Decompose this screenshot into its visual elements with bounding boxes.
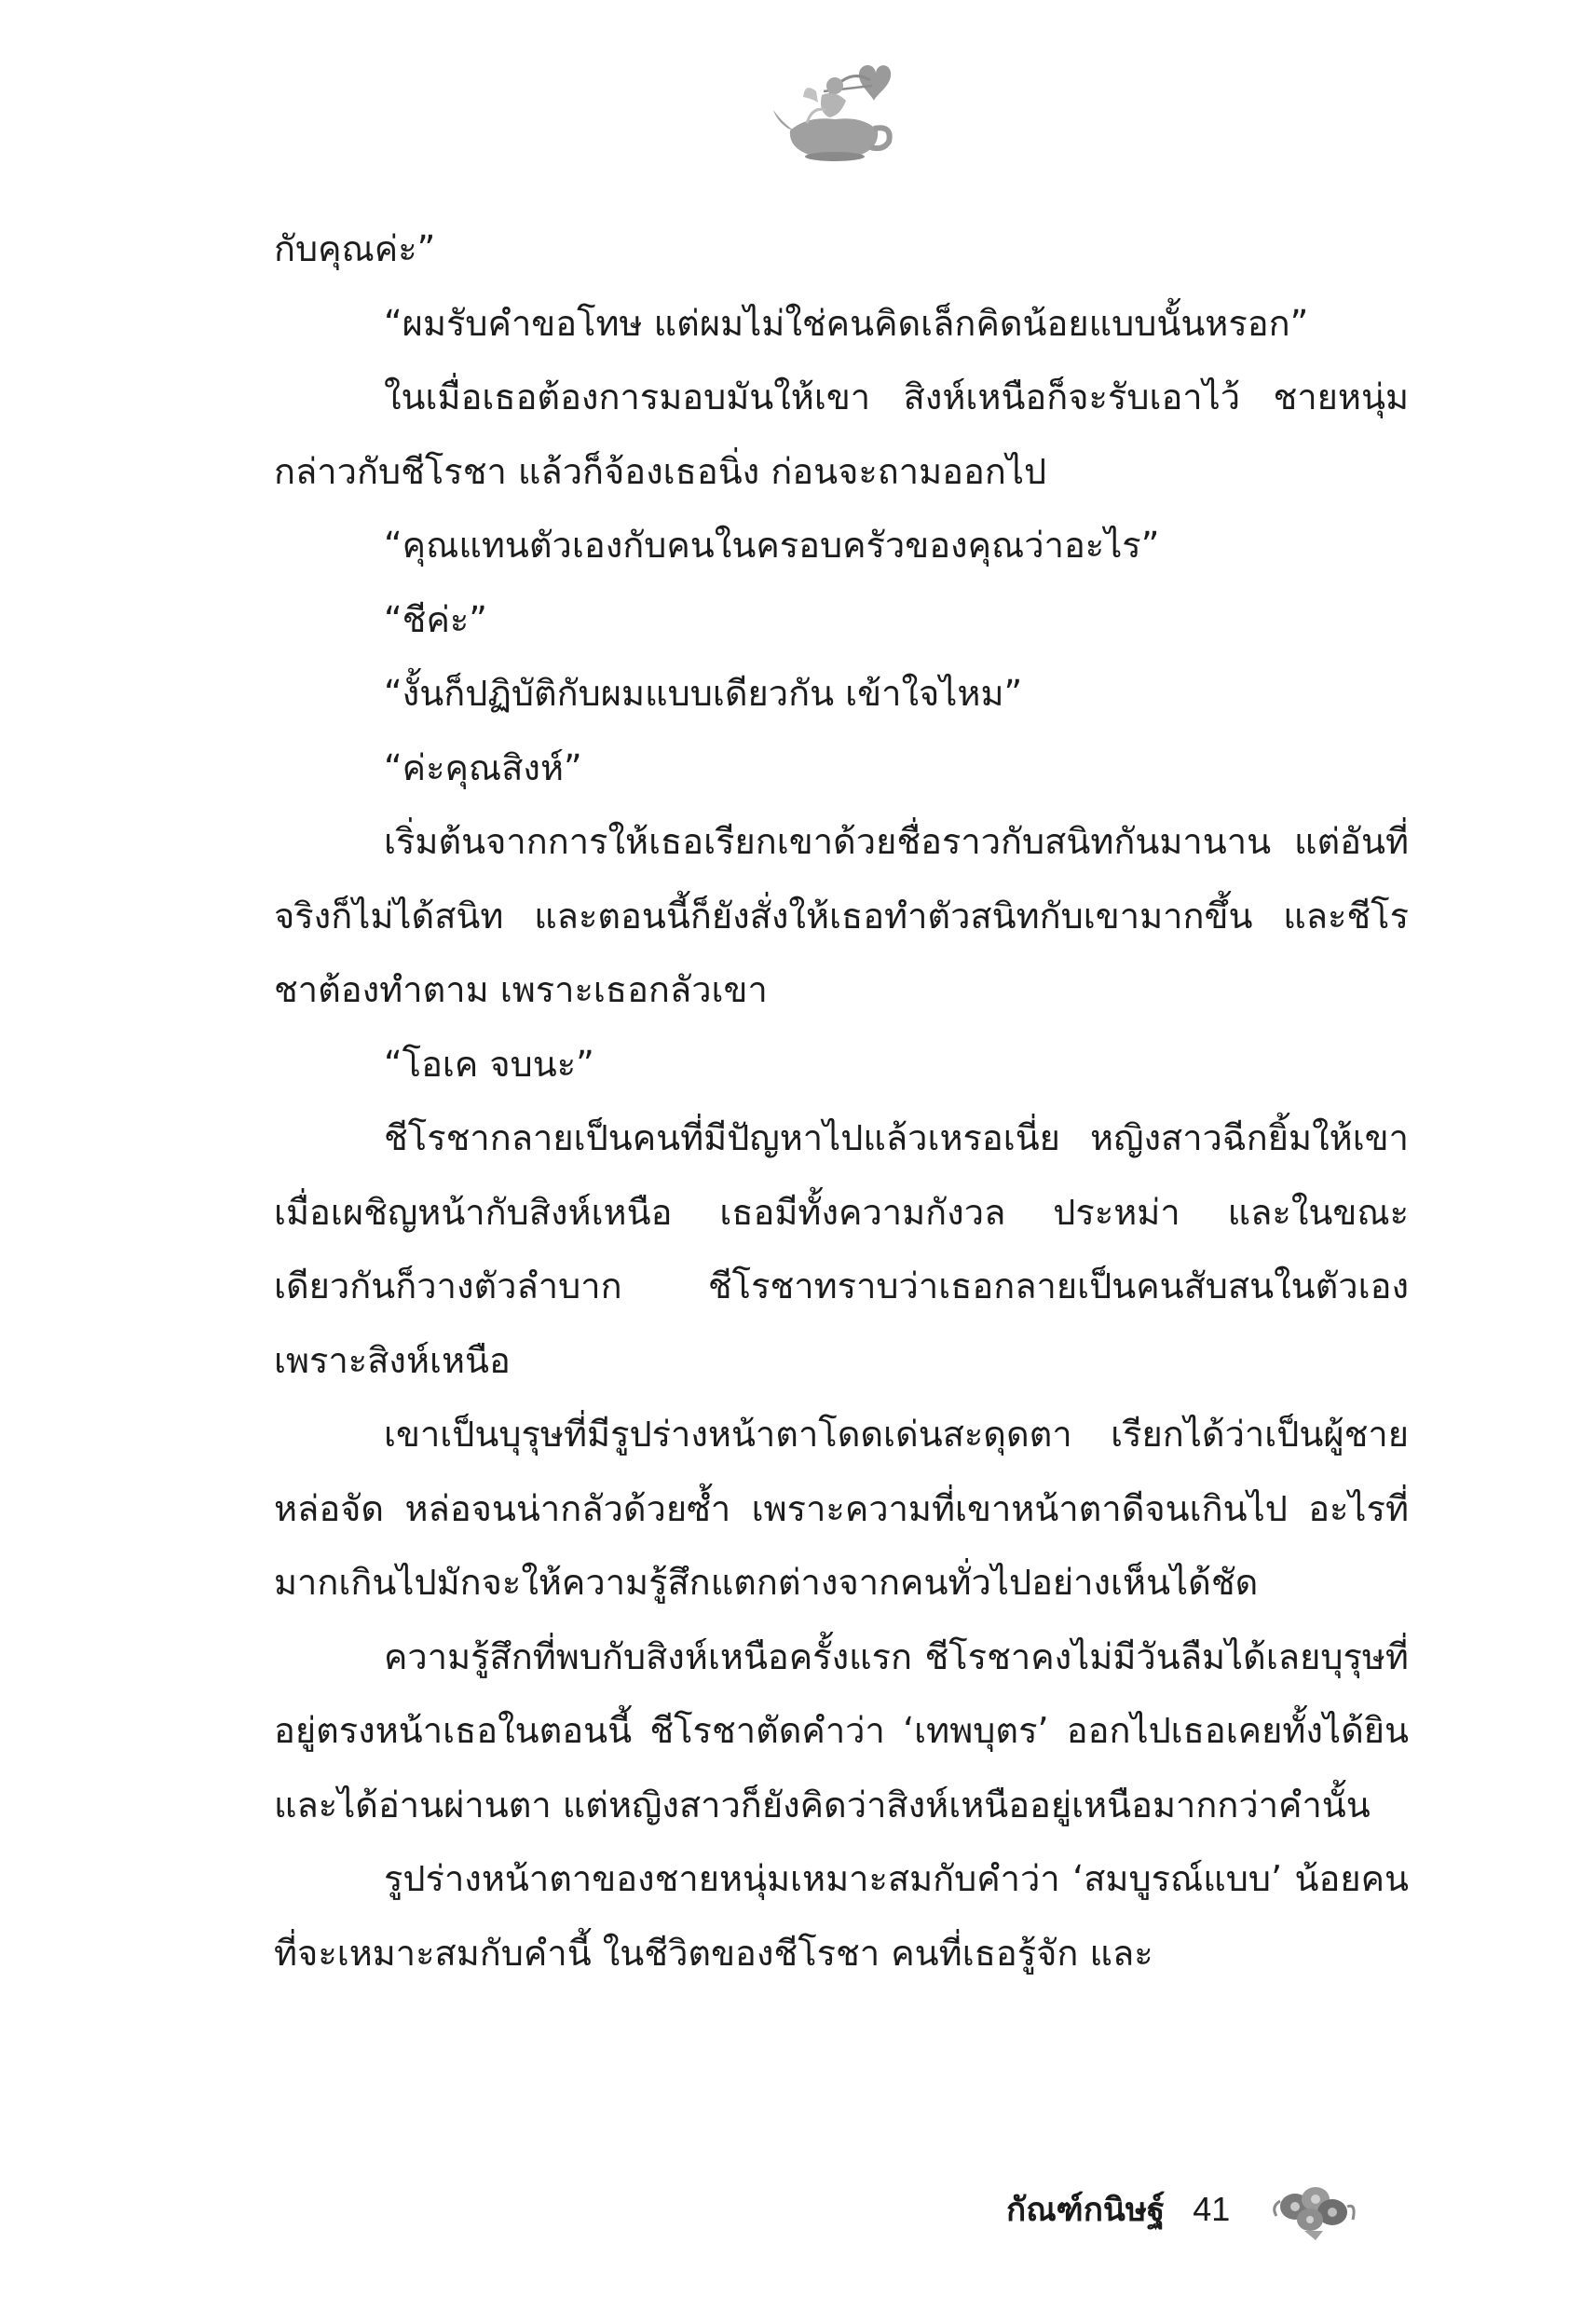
paragraph: ในเมื่อเธอต้องการมอบมันให้เขา สิงห์เหนือก็จะรับเอาไว้ ชายหนุ่มกล่าวกับชีโรชา แล้วก็จ้องเธอนิ่ง ก่อนจะถามออกไป [274,376,1409,492]
body-text [274,212,1409,1990]
paragraph: “งั้นก็ปฏิบัติกับผมแบบเดียวกัน เข้าใจไหม” [384,673,1023,714]
page-footer [1006,2177,1360,2242]
paragraph: “ผมรับคำขอโทษ แต่ผมไม่ใช่คนคิดเล็กคิดน้อยแบบนั้นหรอก” [384,302,1309,344]
paragraph: “คุณแทนตัวเองกับคนในครอบครัวของคุณว่าอะไร” [384,525,1160,566]
book-title: กัณฑ์กนิษฐ์ [1006,2191,1166,2229]
paragraph: “ค่ะคุณสิงห์” [384,746,582,788]
paragraph: รูปร่างหน้าตาของชายหนุ่มเหมาะสมกับคำว่า ‘สมบูรณ์แบบ’ น้อยคนที่จะเหมาะสมกับคำนี้ ในชีวิตของชีโรชา คนที่เธอรู้จัก และ [274,1858,1409,1974]
paragraph: เขาเป็นบุรุษที่มีรูปร่างหน้าตาโดดเด่นสะดุดตา เรียกได้ว่าเป็นผู้ชายหล่อจัด หล่อจนน่ากลัวด้วยซ้ำ เพราะความที่เขาหน้าตาดีจนเกินไป อะไรที่มากเกินไปมักจะให้ความรู้สึกแตกต่างจากคนทั่วไปอย่างเห็นได้ชัด [274,1414,1409,1603]
paragraph: “โอเค จบนะ” [384,1043,594,1085]
paragraph: เริ่มต้นจากการให้เธอเรียกเขาด้วยชื่อราวกับสนิทกันมานาน แต่อันที่จริงก็ไม่ได้สนิท และตอนนี้ก็ยังสั่งให้เธอทำตัวสนิทกับเขามากขึ้น และชีโรชาต้องทำตาม เพราะเธอกลัวเขา [274,821,1409,1010]
paragraph: กับคุณค่ะ” [274,228,436,269]
page-number: 41 [1193,2190,1231,2228]
paragraph: ชีโรชากลายเป็นคนที่มีปัญหาไปแล้วเหรอเนี่ย หญิงสาวฉีกยิ้มให้เขา เมื่อเผชิญหน้ากับสิงห์เหนือ เธอมีทั้งความกังวล ประหม่า และในขณะเดียวกันก็วางตัวลำบาก ชีโรชาทราบว่าเธอกลายเป็นคนสับสนในตัวเองเพราะสิงห์เหนือ [274,1117,1409,1381]
paragraph: ความรู้สึกที่พบกับสิงห์เหนือครั้งแรก ชีโรชาคงไม่มีวันลืมได้เลยบุรุษที่อยู่ตรงหน้าเธอในตอนนี้ ชีโรชาตัดคำว่า ‘เทพบุตร’ ออกไปเธอเคยทั้งได้ยินและได้อ่านผ่านตา แต่หญิงสาวก็ยังคิดว่าสิงห์เหนืออยู่เหนือมากกว่าคำนั้น [274,1635,1409,1826]
cupid-teapot-icon [770,54,900,164]
paragraph: “ชีค่ะ” [384,598,487,640]
flower-bouquet-icon [1267,2179,1360,2240]
